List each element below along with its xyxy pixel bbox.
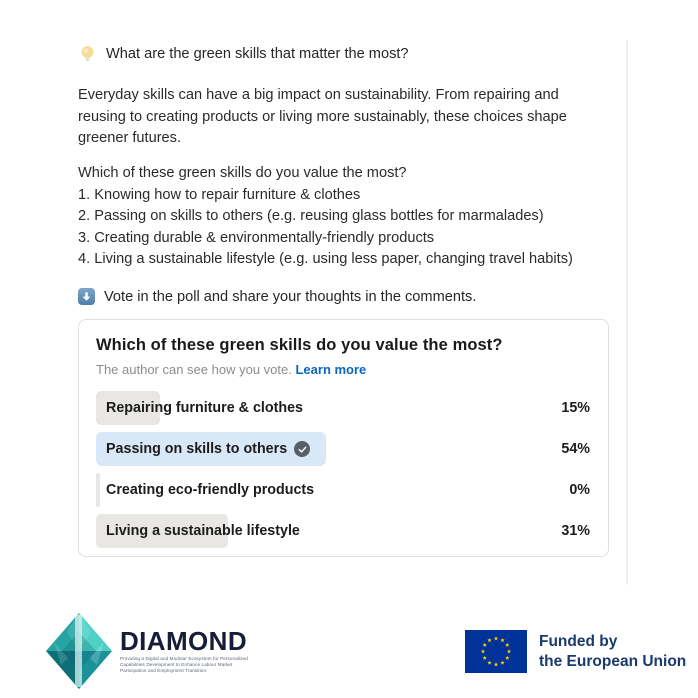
eu-funding-logo <box>465 630 686 673</box>
vertical-divider <box>626 40 628 585</box>
paragraph-line: greener futures. <box>78 130 182 146</box>
eu-flag-icon <box>465 630 527 673</box>
eu-funding-line1: Funded by <box>539 632 618 650</box>
diamond-tagline: Providing a Digital and Modular Ecosystem for Personalized Capabilities Development to Enhance Labour Market Participation and Employment Transition. <box>120 656 248 673</box>
post-paragraph <box>78 85 567 150</box>
learn-more-link[interactable]: Learn more <box>295 362 367 377</box>
post-vote-line <box>78 288 476 305</box>
diamond-gem-icon <box>44 610 114 692</box>
poll-option-percentage: 54% <box>561 441 590 457</box>
poll-option-percentage: 31% <box>561 523 590 539</box>
eu-funding-line2: the European Union <box>539 652 687 670</box>
post-question-line: Which of these green skills do you value the most? <box>78 165 407 181</box>
diamond-logo <box>44 610 248 692</box>
lightbulb-icon <box>78 44 97 64</box>
poll-option-label: Creating eco-friendly products <box>106 482 315 498</box>
poll-option-row[interactable] <box>96 514 591 548</box>
poll-title: Which of these green skills do you value the most? <box>96 336 503 354</box>
post-question-block <box>78 163 573 271</box>
poll-option-row[interactable] <box>96 473 591 507</box>
paragraph-line: reusing to creating products or living more sustainably, these choices shape <box>78 108 567 125</box>
poll-option-percentage: 0% <box>569 482 590 498</box>
poll-option-label: Passing on skills to others <box>106 441 310 457</box>
list-item: 2. Passing on skills to others (e.g. reusing glass bottles for marmalades) <box>78 208 544 225</box>
eu-funding-text <box>539 632 686 672</box>
poll-option-label: Repairing furniture & clothes <box>106 400 304 416</box>
check-icon <box>294 441 310 457</box>
down-arrow-icon <box>78 288 95 305</box>
poll-subtitle-text: The author can see how you vote. <box>96 362 292 377</box>
paragraph-line: Everyday skills can have a big impact on sustainability. From repairing and <box>78 87 559 103</box>
poll-option-percentage: 15% <box>561 400 590 416</box>
post-hook-line <box>78 44 409 64</box>
list-item: 1. Knowing how to repair furniture & clothes <box>78 186 361 203</box>
poll-option-row[interactable] <box>96 391 591 425</box>
post-hook-text: What are the green skills that matter the most? <box>106 46 409 62</box>
list-item: 4. Living a sustainable lifestyle (e.g. using less paper, changing travel habits) <box>78 251 573 268</box>
post-vote-text: Vote in the poll and share your thoughts in the comments. <box>104 288 477 305</box>
poll-subtitle <box>96 362 591 377</box>
poll-card <box>78 319 609 557</box>
poll-option-label: Living a sustainable lifestyle <box>106 523 300 539</box>
diamond-logo-text <box>120 610 248 674</box>
list-item: 3. Creating durable & environmentally-friendly products <box>78 229 435 246</box>
diamond-wordmark: DIAMOND <box>120 626 248 656</box>
poll-options <box>96 391 591 548</box>
poll-option-row[interactable] <box>96 432 591 466</box>
